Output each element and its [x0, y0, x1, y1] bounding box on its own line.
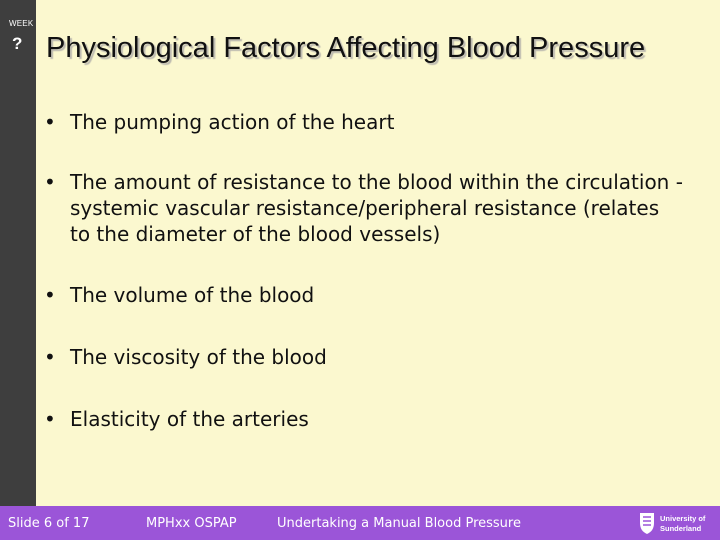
svg-text:University of: University of [660, 514, 706, 523]
bullet-item [44, 344, 684, 370]
slide-footer [0, 506, 720, 540]
bullet-text: The volume of the blood [70, 283, 315, 307]
bullet-text: The amount of resistance to the blood within the circulation - systemic vascular resistance/peripheral resistance (relates to the diameter of the blood vessels) [70, 170, 683, 246]
bullet-dot-icon: • [44, 345, 56, 369]
week-sidebar [0, 0, 36, 506]
bullet-text: Elasticity of the arteries [70, 407, 309, 431]
deck-title: Undertaking a Manual Blood Pressure [277, 516, 521, 531]
bullet-dot-icon: • [44, 283, 56, 307]
bullet-text: The pumping action of the heart [70, 110, 395, 134]
bullet-item [44, 109, 684, 135]
university-logo-icon [636, 509, 716, 537]
bullet-dot-icon: • [44, 407, 56, 431]
bullet-dot-icon: • [44, 110, 56, 134]
course-code: MPHxx OSPAP [146, 516, 237, 531]
bullet-item [44, 169, 684, 247]
bullet-item [44, 406, 684, 432]
bullet-text: The viscosity of the blood [70, 345, 327, 369]
week-label: WEEK [9, 19, 34, 28]
slide-title: Physiological Factors Affecting Blood Pressure [46, 32, 646, 64]
bullet-item [44, 282, 684, 308]
slide-number: Slide 6 of 17 [8, 516, 90, 531]
svg-text:Sunderland: Sunderland [660, 524, 702, 533]
week-number: ? [12, 34, 23, 53]
bullet-dot-icon: • [44, 170, 56, 194]
